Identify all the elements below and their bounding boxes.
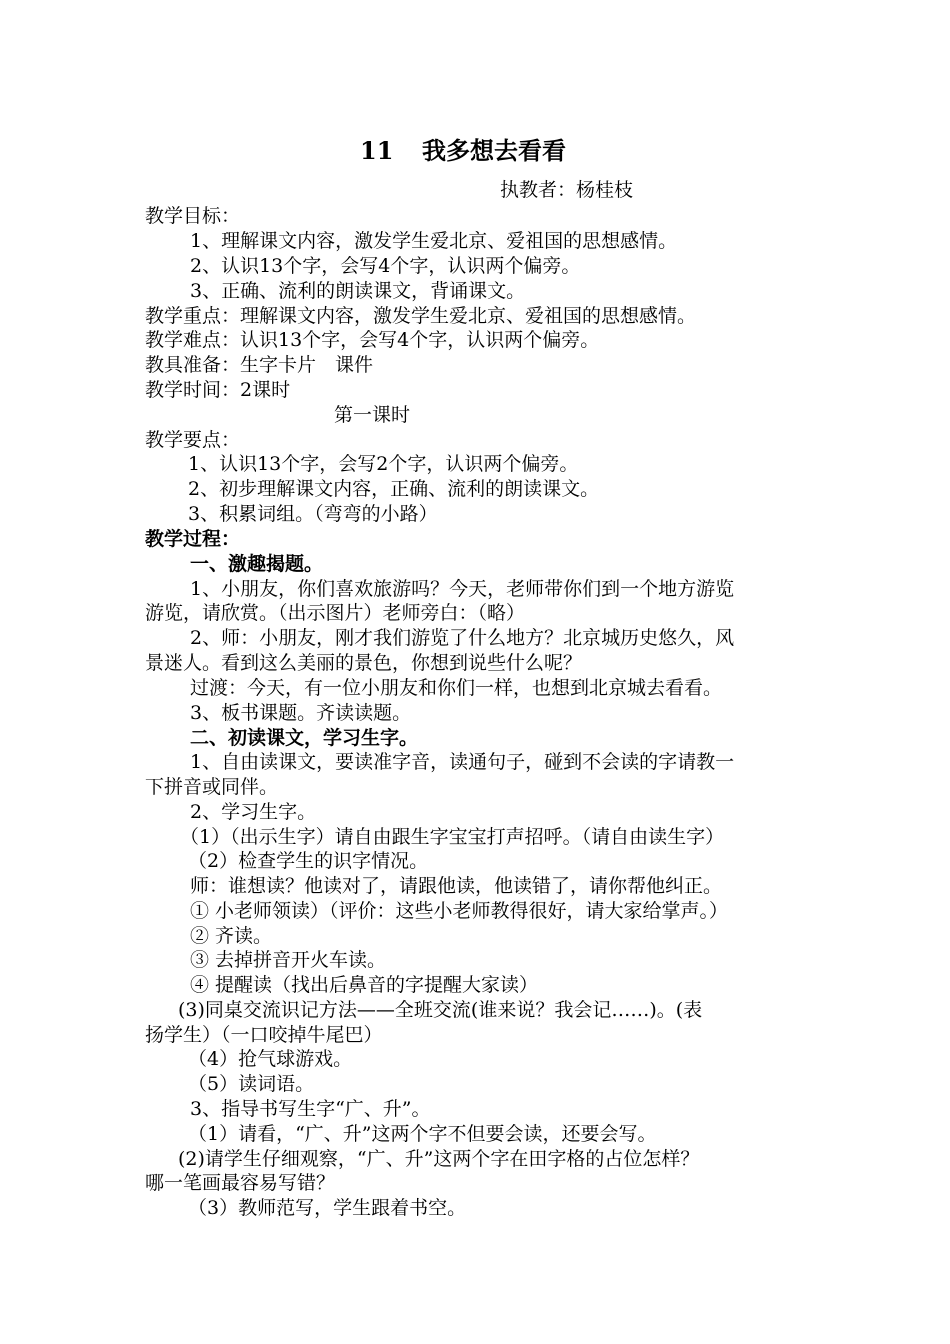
lesson-title [360,136,566,166]
text-line: （1）请看，“广、升”这两个字不但要会读，还要会写。 [188,1123,657,1145]
text-line: 2、师：小朋友，刚才我们游览了什么地方？北京城历史悠久，风 [190,627,735,649]
time-line: 教学时间：2课时 [145,379,291,401]
text-line: 3、指导书写生字“广、升”。 [190,1098,431,1120]
step-heading: 一、激趣揭题。 [190,553,324,575]
text-line: 1、理解课文内容，激发学生爱北京、爱祖国的思想感情。 [190,230,678,252]
text-line: 1、小朋友，你们喜欢旅游吗？今天，老师带你们到一个地方游览 [190,578,735,600]
text-line: 2、学习生字。 [190,801,317,823]
text-line: （1）（出示生字）请自由跟生字宝宝打声招呼。（请自由读生字） [180,826,725,848]
text-line: 1、自由读课文，要读准字音，读通句子，碰到不会读的字请教一 [190,751,735,773]
text-line: (2)请学生仔细观察，“广、升”这两个字在田字格的占位怎样？ [178,1148,700,1170]
text-line: （2）检查学生的识字情况。 [188,850,429,872]
text-line: 1、认识13个字，会写2个字，认识两个偏旁。 [188,453,579,475]
text-line: （3）教师范写，学生跟着书空。 [188,1197,467,1219]
text-line: 哪一笔画最容易写错？ [145,1172,336,1194]
author-line: 执教者：杨桂枝 [500,179,634,201]
text-line: （4）抢气球游戏。 [188,1048,353,1070]
objectives-heading: 教学目标： [145,205,241,227]
text-line: 3、正确、流利的朗读课文，背诵课文。 [190,280,526,302]
text-line: 2、认识13个字，会写4个字，认识两个偏旁。 [190,255,581,277]
text-line: 3、板书课题。齐读读题。 [190,702,412,724]
text-line: ④ 提醒读（找出后鼻音的字提醒大家读） [190,974,539,996]
step-heading: 二、初读课文，学习生字。 [190,727,419,749]
materials-line: 教具准备：生字卡片 课件 [145,354,374,376]
text-line: （5）读词语。 [188,1073,315,1095]
lesson-title-text: 我多想去看看 [422,136,566,165]
text-line: 下拼音或同伴。 [145,776,279,798]
text-line: ① 小老师领读）（评价：这些小老师教得很好，请大家给掌声。） [190,900,729,922]
text-line: 游览，请欣赏。（出示图片）老师旁白：（略） [145,602,526,624]
text-line: 3、积累词组。（弯弯的小路） [188,503,438,525]
text-line: 扬学生）（一口咬掉牛尾巴） [145,1024,383,1046]
text-line: 景迷人。看到这么美丽的景色，你想到说些什么呢？ [145,652,583,674]
key-points-line: 教学重点：理解课文内容，激发学生爱北京、爱祖国的思想感情。 [145,305,697,327]
key-points-heading: 教学要点： [145,429,241,451]
text-line: 师：谁想读？他读对了，请跟他读，他读错了，请你帮他纠正。 [190,875,723,897]
text-line: (3)同桌交流识记方法——全班交流(谁来说？我会记……)。(表 [178,999,703,1021]
difficulties-line: 教学难点：认识13个字，会写4个字，认识两个偏旁。 [145,329,600,351]
text-line: 2、初步理解课文内容，正确、流利的朗读课文。 [188,478,600,500]
text-line: 过渡：今天，有一位小朋友和你们一样，也想到北京城去看看。 [190,677,723,699]
lesson-number: 11 [360,136,394,165]
text-line: ② 齐读。 [190,925,273,947]
text-line: ③ 去掉拼音开火车读。 [190,949,387,971]
section-heading: 第一课时 [334,404,411,426]
process-heading: 教学过程： [145,528,241,550]
